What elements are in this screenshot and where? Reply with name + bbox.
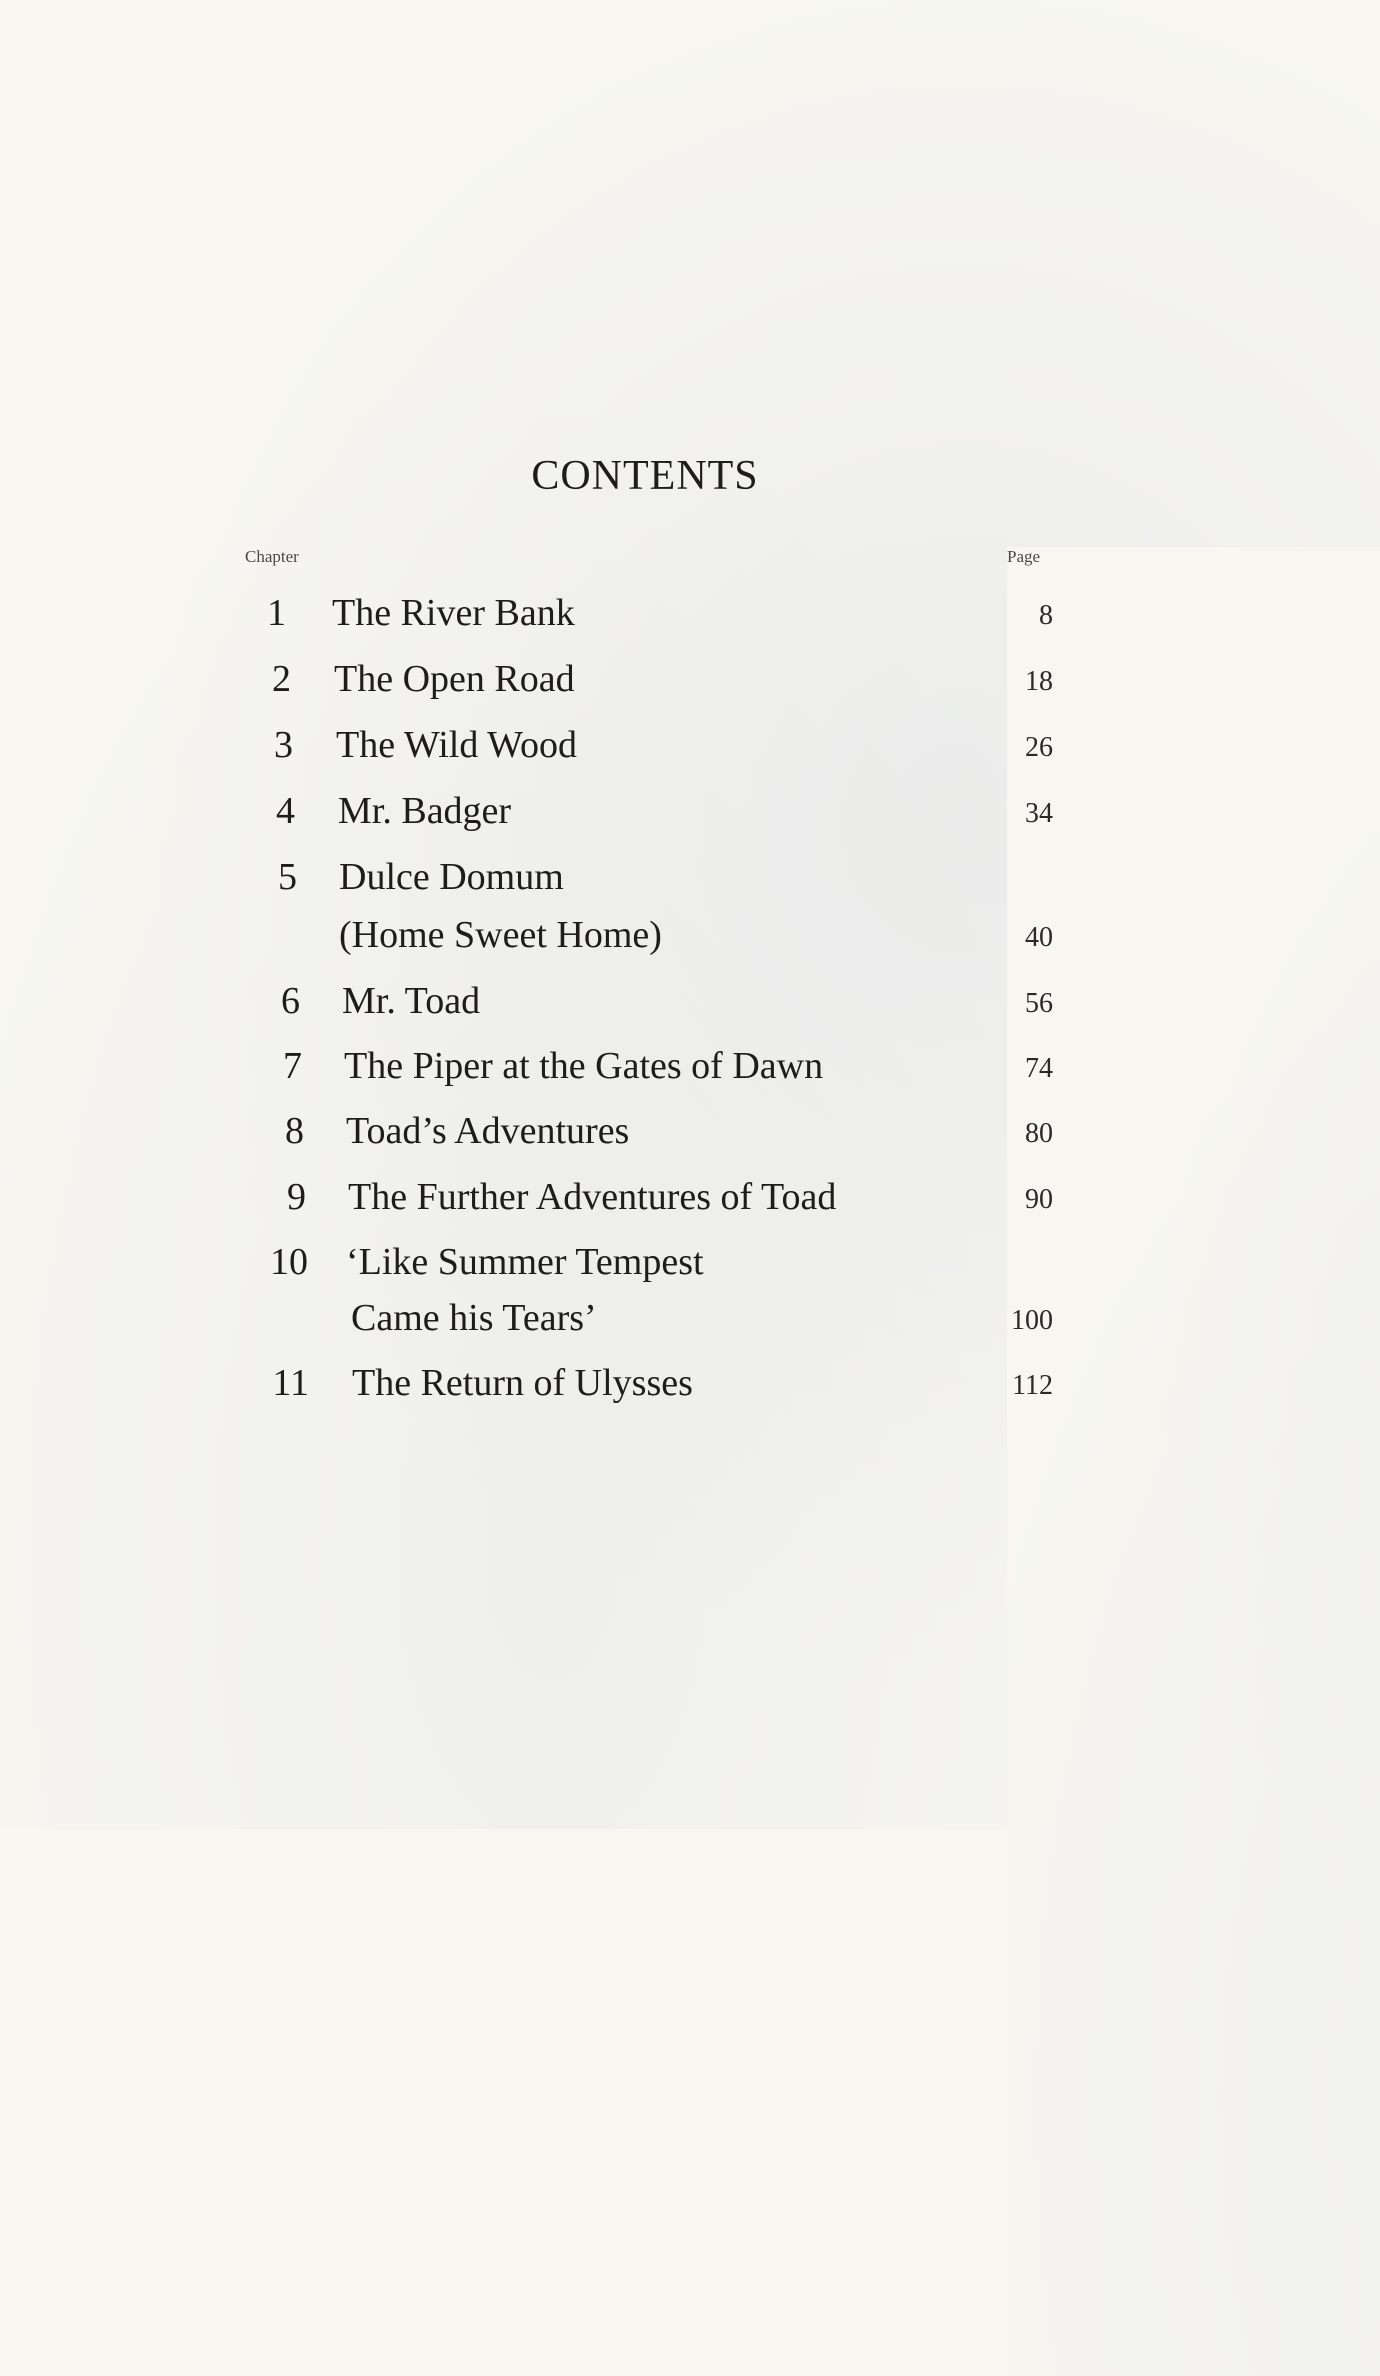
chapter-number: 1 — [267, 592, 286, 634]
chapter-title-continued: (Home Sweet Home) — [339, 914, 662, 956]
chapter-column-label: Chapter — [245, 547, 299, 566]
chapter-title: The River Bank — [332, 592, 575, 634]
chapter-title: The Further Adventures of Toad — [348, 1176, 837, 1218]
page-number: 40 — [1025, 922, 1053, 953]
chapter-title: ‘Like Summer Tempest — [346, 1241, 704, 1283]
page-number: 100 — [1011, 1305, 1053, 1336]
chapter-number: 5 — [278, 856, 297, 898]
page-number: 90 — [1025, 1184, 1053, 1215]
chapter-title: The Piper at the Gates of Dawn — [344, 1045, 824, 1087]
page-number: 18 — [1025, 666, 1053, 697]
chapter-title: The Return of Ulysses — [352, 1362, 693, 1404]
page-number: 80 — [1025, 1118, 1053, 1149]
chapter-title: The Open Road — [334, 658, 575, 700]
chapter-number: 2 — [272, 658, 291, 700]
chapter-title: The Wild Wood — [336, 724, 577, 766]
chapter-title: Mr. Badger — [338, 790, 512, 832]
page-number: 56 — [1025, 988, 1053, 1019]
chapter-number: 4 — [276, 790, 295, 832]
page-number: 34 — [1025, 798, 1053, 829]
page-number: 26 — [1025, 732, 1053, 763]
chapter-title-continued: Came his Tears’ — [351, 1297, 597, 1339]
contents-heading: CONTENTS — [531, 453, 759, 499]
chapter-title: Toad’s Adventures — [346, 1110, 630, 1152]
page-number: 74 — [1025, 1053, 1053, 1084]
chapter-title: Mr. Toad — [342, 980, 481, 1022]
chapter-number: 9 — [287, 1176, 306, 1218]
chapter-number: 3 — [274, 724, 293, 766]
page-column-label: Page — [1007, 547, 1380, 2376]
chapter-number: 10 — [270, 1241, 308, 1283]
chapter-title: Dulce Domum — [339, 856, 564, 898]
chapter-number: 6 — [281, 980, 300, 1022]
chapter-number: 7 — [283, 1045, 302, 1087]
page-number: 8 — [1039, 600, 1053, 631]
chapter-number: 11 — [272, 1362, 309, 1404]
page-number: 112 — [1012, 1370, 1053, 1401]
chapter-number: 8 — [285, 1110, 304, 1152]
